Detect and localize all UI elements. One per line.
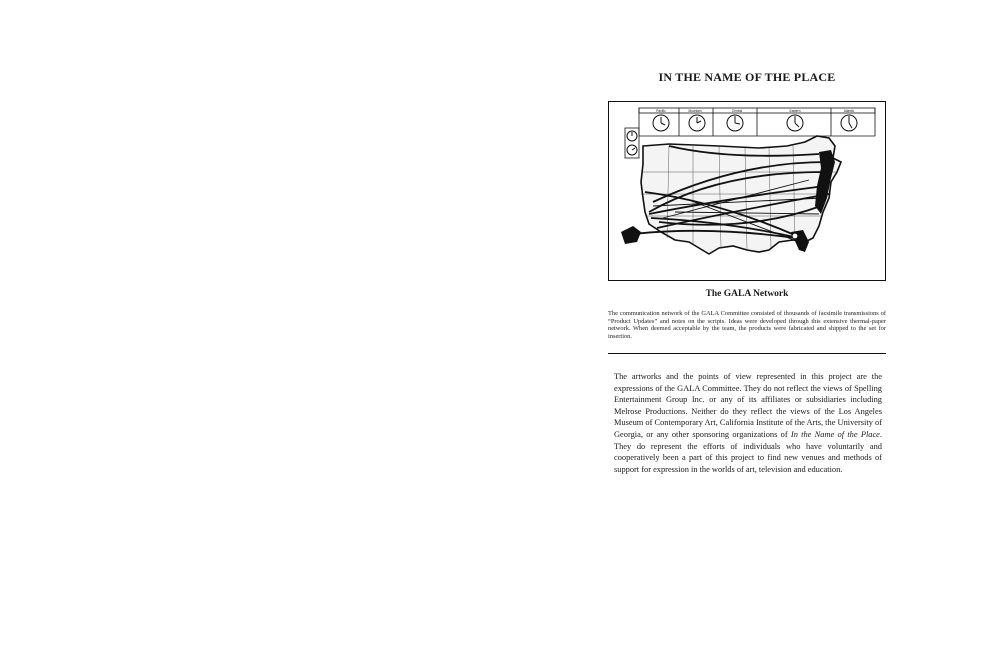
clock-icon bbox=[787, 115, 803, 131]
page-title: IN THE NAME OF THE PLACE bbox=[658, 70, 836, 84]
clock-icon bbox=[727, 115, 743, 131]
disclaimer-text-part1: The artworks and the points of view represented in this project are the expressions of the GALA Committee. They do not reflect the views of Spelling Entertainment Group Inc. or any of its affiliates or subsidiaries including Melrose Productions. Neither do they reflect the views of the Los Angeles Museum of Contemporary Art, California Institute of the Arts, the University of Georgia, or any other sponsoring organizations of bbox=[614, 372, 882, 439]
timezone-label-central: Central bbox=[731, 109, 743, 113]
timezone-label-mountain: Mountain bbox=[688, 109, 702, 113]
clock-icon bbox=[653, 115, 669, 131]
disclaimer-paragraph bbox=[614, 371, 882, 475]
disclaimer-italic-title: In the Name of the Place bbox=[790, 429, 880, 439]
timezone-label-pacific: Pacific bbox=[656, 109, 666, 113]
clock-icon bbox=[627, 131, 637, 141]
clock-icon bbox=[689, 115, 705, 131]
timezone-label-eastern: Eastern bbox=[789, 109, 801, 113]
figure-caption-text: The communication network of the GALA Committee consisted of thousands of facsimile transmissions of “Product Updates” and notes on the scripts. Ideas were developed through this extensive thermal-paper network. When deemed acceptable by the team, the products were fabricated and shipped to the set for insertion. bbox=[608, 310, 886, 340]
right-page bbox=[606, 0, 888, 649]
timezone-label-atlantic: Atlantic bbox=[843, 109, 855, 113]
clock-icon bbox=[841, 115, 857, 131]
clock-icon bbox=[627, 145, 637, 155]
gala-network-figure bbox=[608, 101, 886, 281]
disclaimer-text-part2: . They do represent the efforts of individuals who have voluntarily and cooperatively been a part of this project to find new venues and methods of support for expression in the worlds of art, television and education. bbox=[614, 429, 882, 474]
us-network-map-icon bbox=[609, 102, 885, 280]
section-divider bbox=[608, 353, 886, 354]
figure-caption-title: The GALA Network bbox=[705, 289, 789, 299]
